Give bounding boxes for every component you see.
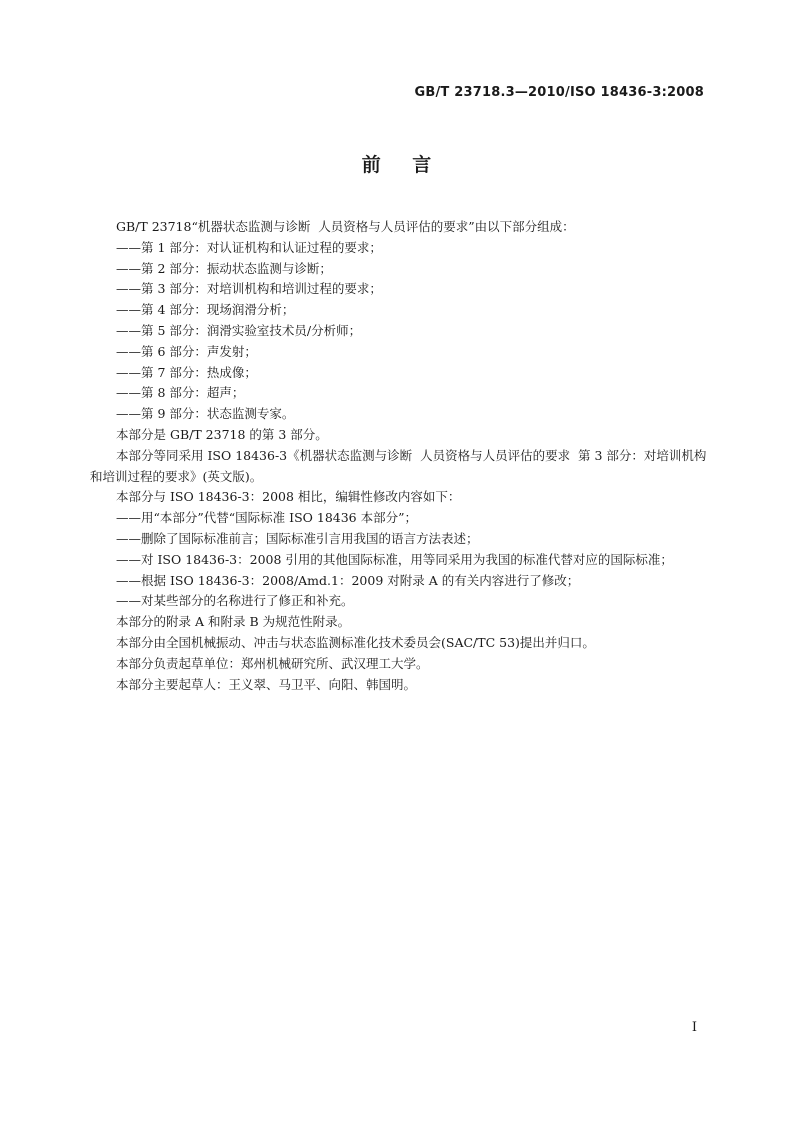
foreword-paragraph: ——第 9 部分：状态监测专家。: [116, 406, 295, 422]
foreword-paragraph: 本部分是 GB/T 23718 的第 3 部分。: [116, 426, 328, 442]
foreword-paragraph: ——第 6 部分：声发射；: [116, 343, 257, 359]
foreword-paragraph: 本部分的附录 A 和附录 B 为规范性附录。: [116, 614, 351, 630]
foreword-paragraph: 本部分与 ISO 18436-3：2008 相比，编辑性修改内容如下：: [116, 489, 461, 505]
page-title: 前 言: [361, 154, 433, 176]
foreword-paragraph: 本部分主要起草人：王义翠、马卫平、向阳、韩国明。: [116, 676, 417, 692]
foreword-paragraph: GB/T 23718“机器状态监测与诊断 人员资格与人员评估的要求”由以下部分组成：: [116, 219, 575, 234]
foreword-paragraph: ——第 2 部分：振动状态监测与诊断；: [116, 260, 332, 276]
foreword-paragraph: 本部分负责起草单位：郑州机械研究所、武汉理工大学。: [116, 655, 429, 671]
foreword-paragraph: 本部分等同采用 ISO 18436-3《机器状态监测与诊断 人员资格与人员评估的要求 第 3 部分：对培训机构和培训过程的要求》(英文版)。: [90, 447, 707, 484]
foreword-paragraph: ——第 1 部分：对认证机构和认证过程的要求；: [116, 239, 382, 255]
foreword-paragraph: ——第 3 部分：对培训机构和培训过程的要求；: [116, 281, 382, 297]
foreword-paragraph: ——根据 ISO 18436-3：2008/Amd.1：2009 对附录 A 的有关内容进行了修改；: [116, 572, 580, 588]
foreword-paragraph: ——第 8 部分：超声；: [116, 385, 245, 401]
page-number: I: [691, 1020, 697, 1035]
foreword-paragraph: ——对某些部分的名称进行了修正和补充。: [116, 593, 354, 609]
foreword-paragraph: 本部分由全国机械振动、冲击与状态监测标准化技术委员会(SAC/TC 53)提出并归口。: [116, 634, 595, 650]
foreword-body: [90, 217, 710, 695]
foreword-paragraph: ——第 4 部分：现场润滑分析；: [116, 302, 295, 318]
foreword-paragraph: ——第 5 部分：润滑实验室技术员/分析师；: [116, 322, 362, 338]
foreword-paragraph: ——对 ISO 18436-3：2008 引用的其他国际标准，用等同采用为我国的标准代替对应的国际标准；: [116, 551, 673, 567]
foreword-paragraph: ——第 7 部分：热成像；: [116, 364, 257, 380]
standard-code-header: GB/T 23718.3—2010/ISO 18436-3:2008: [414, 85, 704, 100]
foreword-paragraph: ——删除了国际标准前言；国际标准引言用我国的语言方法表述；: [116, 530, 479, 546]
foreword-paragraph: ——用“本部分”代替“国际标准 ISO 18436 本部分”；: [116, 510, 417, 526]
